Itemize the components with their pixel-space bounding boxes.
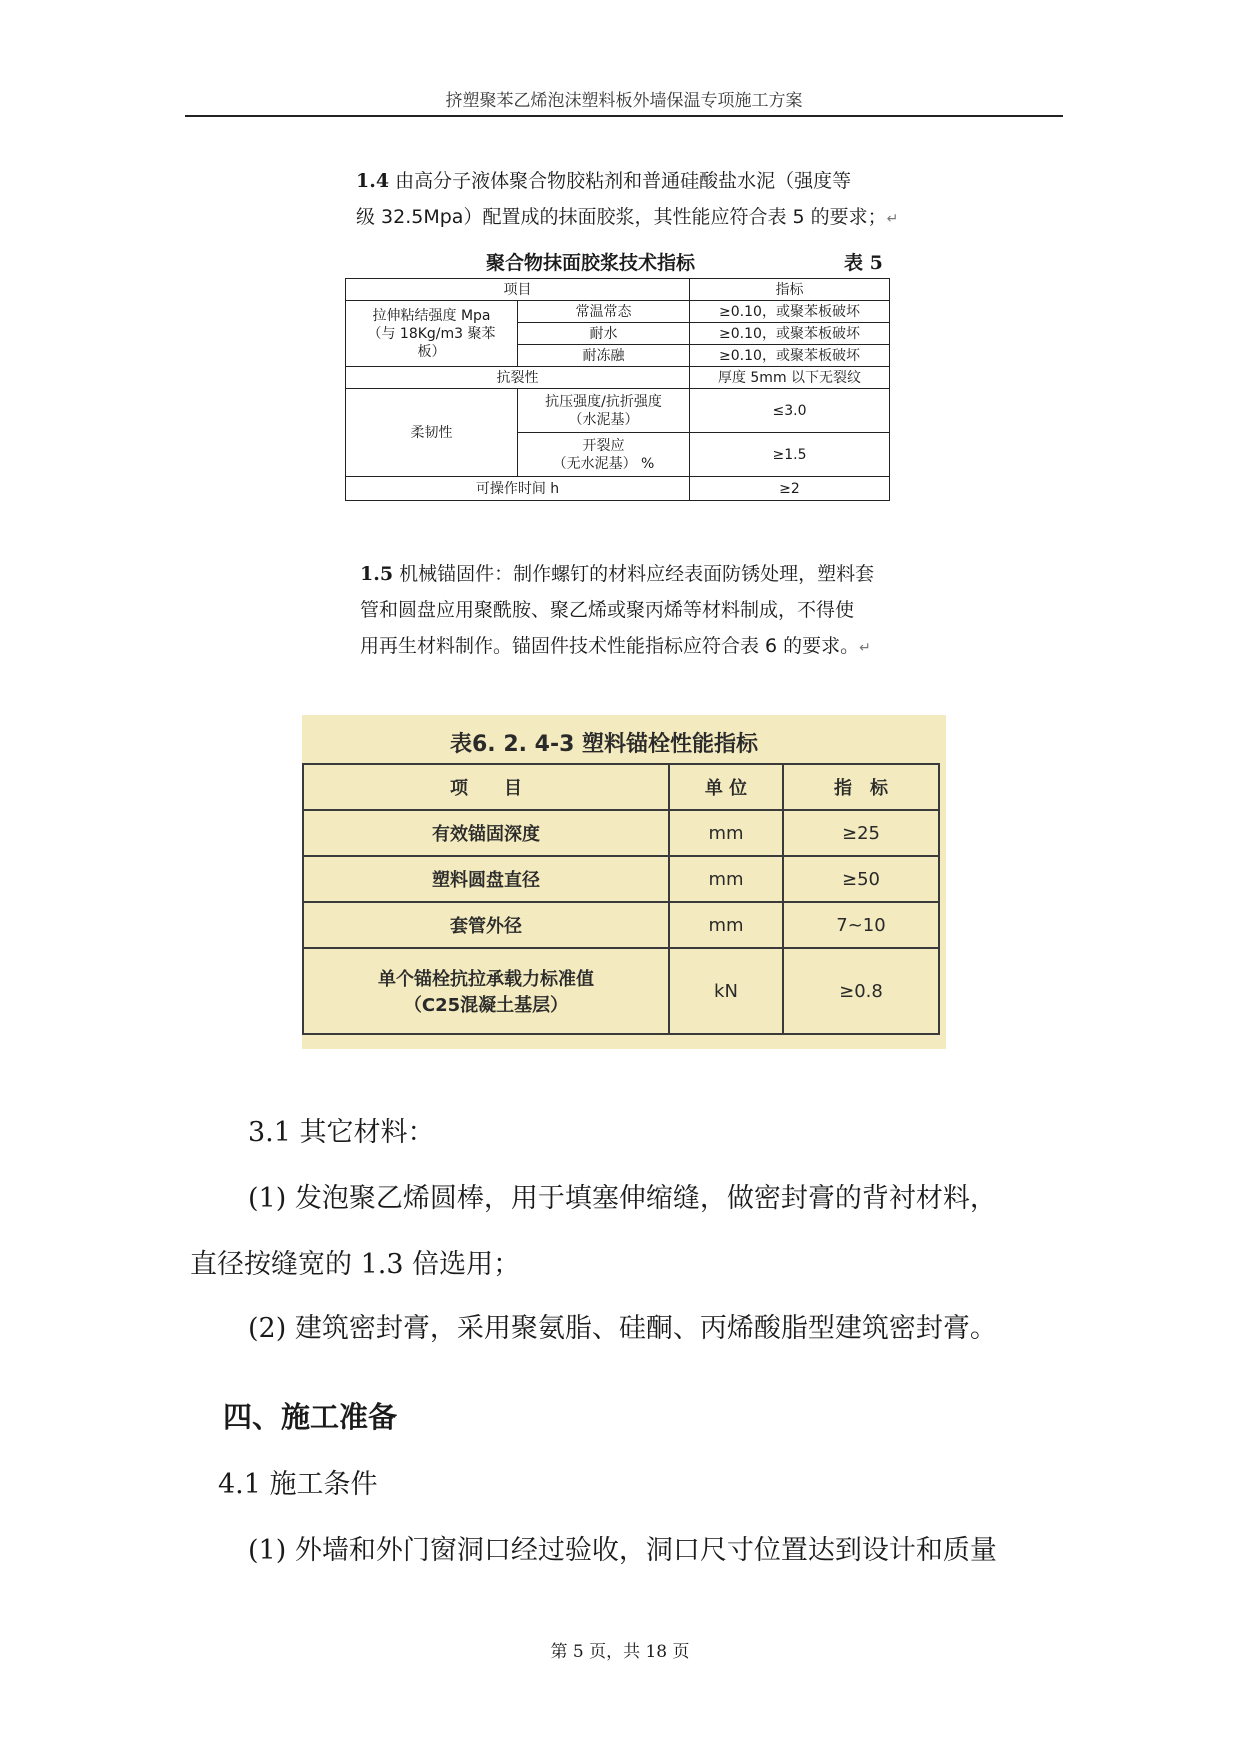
table-row [303, 948, 939, 1034]
table5 [345, 278, 890, 501]
table6-cell: kN [669, 948, 783, 1034]
table5-cell: 抗压强度/抗折强度 （水泥基） [518, 389, 690, 433]
table5-head-item: 项目 [346, 279, 690, 301]
table6-cell: ≥50 [783, 856, 939, 902]
section-3-1-item1-line2: 直径按缝宽的 1.3 倍选用； [190, 1249, 521, 1280]
table-row [346, 477, 890, 501]
table5-cell: 耐冻融 [518, 345, 690, 367]
table6-cell: 有效锚固深度 [303, 810, 669, 856]
paragraph-1-5-line3: 用再生材料制作。锚固件技术性能指标应符合表 6 的要求。↵ [360, 635, 871, 657]
table6-cell: mm [669, 810, 783, 856]
table5-cell: ≤3.0 [690, 389, 890, 433]
table6-header: 指 标 [783, 764, 939, 810]
table5-label: 表 5 [844, 252, 883, 274]
table-row [346, 301, 890, 323]
table6-cell: 7~10 [783, 902, 939, 948]
table6 [302, 763, 940, 1035]
table6-header: 项 目 [303, 764, 669, 810]
section-3-1-item1-line1: (1) 发泡聚乙烯圆棒，用于填塞伸缩缝，做密封膏的背衬材料， [248, 1183, 997, 1214]
table6-cell: 单个锚栓抗拉承载力标准值 （C25混凝土基层） [303, 948, 669, 1034]
paragraph-1-5-line1: 1.5 机械锚固件：制作螺钉的材料应经表面防锈处理，塑料套 [360, 563, 875, 585]
table5-cell: ≥0.10，或聚苯板破坏 [690, 345, 890, 367]
table-row [303, 902, 939, 948]
section-4-1-heading: 4.1 施工条件 [218, 1469, 378, 1500]
paragraph-1-4 [356, 163, 916, 237]
table5-cell: 抗裂性 [346, 367, 690, 389]
paragraph-1-5-number: 1.5 [360, 563, 394, 585]
table6-cell: ≥0.8 [783, 948, 939, 1034]
table6-cell: mm [669, 902, 783, 948]
table-row [346, 367, 890, 389]
table5-cell: 可操作时间 h [346, 477, 690, 501]
table6-header: 单 位 [669, 764, 783, 810]
table5-title: 聚合物抹面胶浆技术指标 [486, 252, 696, 274]
table-row [303, 764, 939, 810]
table5-bond-item: 拉伸粘结强度 Mpa （与 18Kg/m3 聚苯 板） [346, 301, 518, 367]
table5-cell: 耐水 [518, 323, 690, 345]
table-row [303, 856, 939, 902]
table5-cell: ≥2 [690, 477, 890, 501]
section-4-heading: 四、施工准备 [223, 1400, 398, 1434]
table6-cell: 套管外径 [303, 902, 669, 948]
table-row [346, 389, 890, 433]
table6-cell: 塑料圆盘直径 [303, 856, 669, 902]
paragraph-1-4-number: 1.4 [356, 170, 390, 192]
paragraph-1-4-line1: 1.4 由高分子液体聚合物胶粘剂和普通硅酸盐水泥（强度等 [356, 170, 852, 192]
header-divider [185, 115, 1063, 117]
table6-cell: ≥25 [783, 810, 939, 856]
table5-cell: ≥0.10，或聚苯板破坏 [690, 323, 890, 345]
table-row [346, 279, 890, 301]
page-footer: 第 5 页，共 18 页 [550, 1642, 690, 1662]
section-3-1-heading: 3.1 其它材料： [248, 1117, 435, 1148]
paragraph-1-4-line2: 级 32.5Mpa）配置成的抹面胶浆，其性能应符合表 5 的要求；↵ [356, 206, 899, 228]
paragraph-1-5 [360, 556, 920, 666]
section-3-1-item2: (2) 建筑密封膏，采用聚氨脂、硅酮、丙烯酸脂型建筑密封膏。 [248, 1313, 997, 1344]
paragraph-mark: ↵ [859, 640, 871, 656]
paragraph-mark: ↵ [886, 211, 899, 227]
table6-cell: mm [669, 856, 783, 902]
scanned-table6-image [302, 715, 946, 1049]
table5-head-index: 指标 [690, 279, 890, 301]
table5-flex-item: 柔韧性 [346, 389, 518, 477]
table-row [303, 810, 939, 856]
section-4-1-item1: (1) 外墙和外门窗洞口经过验收，洞口尺寸位置达到设计和质量 [248, 1535, 997, 1566]
table5-cell: 常温常态 [518, 301, 690, 323]
paragraph-1-5-line2: 管和圆盘应用聚酰胺、聚乙烯或聚丙烯等材料制成，不得使 [360, 599, 855, 621]
table6-title: 表6. 2. 4-3 塑料锚栓性能指标 [450, 732, 759, 757]
page-header: 挤塑聚苯乙烯泡沫塑料板外墙保温专项施工方案 [445, 91, 803, 111]
table5-cell: ≥1.5 [690, 433, 890, 477]
table5-cell: ≥0.10，或聚苯板破坏 [690, 301, 890, 323]
table5-cell: 开裂应 （无水泥基） % [518, 433, 690, 477]
table5-cell: 厚度 5mm 以下无裂纹 [690, 367, 890, 389]
